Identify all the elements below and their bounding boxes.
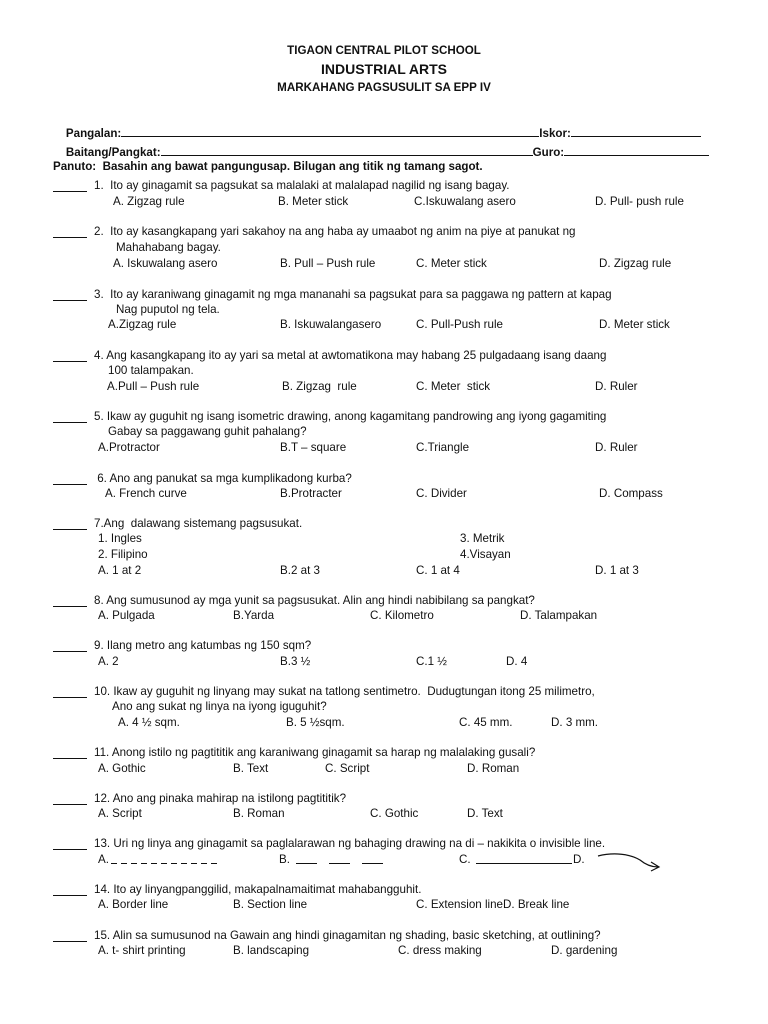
question-7: 7.Ang dalawang sistemang pagsusukat.	[94, 517, 303, 530]
choice-d[interactable]: D. Compass	[599, 487, 663, 500]
choice-b[interactable]: B. Pull – Push rule	[280, 257, 376, 270]
choice-d[interactable]: D. 1 at 3	[595, 564, 639, 577]
question-3: 3. Ito ay karaniwang ginagamit ng mga mananahi sa pagsukat para sa paggawa ng pattern at kapag	[94, 288, 612, 301]
answer-blank[interactable]	[53, 471, 87, 485]
choice-a[interactable]: A. Pulgada	[98, 609, 155, 622]
answer-blank[interactable]	[53, 287, 87, 301]
question-5-cont: Gabay sa paggawang guhit pahalang?	[108, 425, 307, 438]
choice-d[interactable]: D. Meter stick	[599, 318, 670, 331]
question-3-cont: Nag puputol ng tela.	[116, 303, 220, 316]
long-dash-line-sample	[296, 862, 391, 865]
choice-d[interactable]: D. Pull- push rule	[595, 195, 684, 208]
choice-d[interactable]: D. Roman	[467, 762, 520, 775]
choice-c[interactable]: C. Script	[325, 762, 370, 775]
choice-c[interactable]: C. Gothic	[370, 807, 419, 820]
name-label: Pangalan:	[65, 127, 122, 140]
choice-d[interactable]: D. Text	[467, 807, 503, 820]
choice-a[interactable]: A.	[98, 853, 109, 866]
choice-d[interactable]: D. 4	[506, 655, 528, 668]
option-item: 3. Metrik	[460, 532, 505, 545]
choice-c-d[interactable]: C. Extension lineD. Break line	[416, 898, 570, 911]
question-9: 9. Ilang metro ang katumbas ng 150 sqm?	[94, 639, 312, 652]
choice-a[interactable]: A. Zigzag rule	[113, 195, 185, 208]
choice-a[interactable]: A.Pull – Push rule	[107, 380, 200, 393]
choice-d[interactable]: D. Zigzag rule	[599, 257, 672, 270]
question-10: 10. Ikaw ay guguhit ng linyang may sukat na tatlong sentimetro. Dudugtungan itong 25 milimetro,	[94, 685, 595, 698]
teacher-blank[interactable]	[564, 144, 709, 156]
choice-d[interactable]: D. 3 mm.	[551, 716, 599, 729]
exam-title: MARKAHANG PAGSUSULIT SA EPP IV	[277, 81, 491, 94]
choice-c[interactable]: C. 1 at 4	[416, 564, 460, 577]
choice-c[interactable]: C. dress making	[398, 944, 482, 957]
choice-d[interactable]: D. Talampakan	[520, 609, 598, 622]
break-line-arrow-icon	[596, 850, 664, 874]
choice-b[interactable]: B.2 at 3	[280, 564, 320, 577]
question-12: 12. Ano ang pinaka mahirap na istilong pagtititik?	[94, 792, 347, 805]
choice-a[interactable]: A. Script	[98, 807, 142, 820]
answer-blank[interactable]	[53, 684, 87, 698]
choice-c[interactable]: C.Iskuwalang asero	[414, 195, 516, 208]
question-13: 13. Uri ng linya ang ginagamit sa paglalarawan ng bahaging drawing na di – nakikita o invisible line.	[94, 837, 606, 850]
choice-b[interactable]: B. landscaping	[233, 944, 310, 957]
choice-a[interactable]: A.Protractor	[98, 441, 160, 454]
choice-b[interactable]: B.T – square	[280, 441, 347, 454]
answer-blank[interactable]	[53, 882, 87, 896]
choice-c[interactable]: C. 45 mm.	[459, 716, 513, 729]
choice-b[interactable]: B. Zigzag rule	[282, 380, 357, 393]
dashed-line-sample	[111, 862, 219, 865]
choice-a[interactable]: A. t- shirt printing	[98, 944, 186, 957]
choice-a[interactable]: A. Iskuwalang asero	[113, 257, 218, 270]
choice-a[interactable]: A. 1 at 2	[98, 564, 142, 577]
question-4: 4. Ang kasangkapang ito ay yari sa metal at awtomatikona may habang 25 pulgadaang isang daang	[94, 349, 607, 362]
choice-d[interactable]: D.	[573, 853, 585, 866]
answer-blank[interactable]	[53, 745, 87, 759]
choice-b[interactable]: B. 5 ½sqm.	[286, 716, 345, 729]
answer-blank[interactable]	[53, 348, 87, 362]
choice-a[interactable]: A.Zigzag rule	[108, 318, 177, 331]
question-5: 5. Ikaw ay guguhit ng isang isometric drawing, anong kagamitang pandrowing ang iyong gagamiting	[94, 410, 607, 423]
choice-b[interactable]: B. Roman	[233, 807, 285, 820]
choice-c[interactable]: C.1 ½	[416, 655, 447, 668]
question-4-cont: 100 talampakan.	[108, 364, 194, 377]
choice-c[interactable]: C. Divider	[416, 487, 467, 500]
question-1: 1. Ito ay ginagamit sa pagsukat sa malalaki at malalapad nagilid ng isang bagay.	[94, 179, 510, 192]
choice-c[interactable]: C.Triangle	[416, 441, 470, 454]
choice-c[interactable]: C. Pull-Push rule	[416, 318, 503, 331]
choice-b[interactable]: B. Meter stick	[278, 195, 349, 208]
choice-b[interactable]: B.Protracter	[280, 487, 342, 500]
choice-d[interactable]: D. Ruler	[595, 441, 638, 454]
answer-blank[interactable]	[53, 516, 87, 530]
question-11: 11. Anong istilo ng pagtititik ang karaniwang ginagamit sa harap ng malalaking gusali?	[94, 746, 536, 759]
answer-blank[interactable]	[53, 836, 87, 850]
grade-label: Baitang/Pangkat:	[65, 146, 161, 159]
instructions: Panuto: Basahin ang bawat pangungusap. Bilugan ang titik ng tamang sagot.	[53, 160, 483, 173]
choice-a[interactable]: A. 4 ½ sqm.	[118, 716, 180, 729]
choice-a[interactable]: A. Border line	[98, 898, 169, 911]
question-2-cont: Mahahabang bagay.	[116, 241, 221, 254]
choice-b[interactable]: B.Yarda	[233, 609, 275, 622]
answer-blank[interactable]	[53, 593, 87, 607]
choice-a[interactable]: A. Gothic	[98, 762, 146, 775]
grade-blank[interactable]	[161, 144, 533, 156]
score-label: Iskor:	[539, 127, 571, 140]
option-item: 2. Filipino	[98, 548, 148, 561]
choice-d[interactable]: D. gardening	[551, 944, 618, 957]
answer-blank[interactable]	[53, 928, 87, 942]
question-2: 2. Ito ay kasangkapang yari sakahoy na ang haba ay umaabot ng anim na piye at panukat ng	[94, 225, 576, 238]
choice-c[interactable]: C. Kilometro	[370, 609, 434, 622]
choice-c[interactable]: C. Meter stick	[416, 257, 487, 270]
school-name: TIGAON CENTRAL PILOT SCHOOL	[287, 44, 481, 57]
answer-blank[interactable]	[53, 791, 87, 805]
option-item: 4.Visayan	[460, 548, 511, 561]
answer-blank[interactable]	[53, 409, 87, 423]
subject-title: INDUSTRIAL ARTS	[321, 61, 447, 77]
answer-blank[interactable]	[53, 638, 87, 652]
choice-d[interactable]: D. Ruler	[595, 380, 638, 393]
question-14: 14. Ito ay linyangpanggilid, makapalnamaitimat mahabangguhit.	[94, 883, 422, 896]
choice-c[interactable]: C. Meter stick	[416, 380, 491, 393]
choice-b[interactable]: B. Iskuwalangasero	[280, 318, 382, 331]
option-item: 1. Ingles	[98, 532, 142, 545]
choice-b[interactable]: B. Text	[233, 762, 269, 775]
choice-b[interactable]: B.	[279, 853, 290, 866]
answer-blank[interactable]	[53, 178, 87, 192]
question-8: 8. Ang sumusunod ay mga yunit sa pagsusukat. Alin ang hindi nabibilang sa pangkat?	[94, 594, 535, 607]
choice-a[interactable]: A. French curve	[105, 487, 187, 500]
choice-b[interactable]: B. Section line	[233, 898, 308, 911]
teacher-label: Guro:	[532, 146, 565, 159]
answer-blank[interactable]	[53, 224, 87, 238]
question-6: 6. Ano ang panukat sa mga kumplikadong kurba?	[94, 472, 352, 485]
choice-b[interactable]: B.3 ½	[280, 655, 311, 668]
solid-line-sample	[476, 862, 572, 865]
question-10-cont: Ano ang sukat ng linya na iyong iguguhit?	[112, 700, 327, 713]
question-15: 15. Alin sa sumusunod na Gawain ang hindi ginagamitan ng shading, basic sketching, at outlining?	[94, 929, 601, 942]
choice-a[interactable]: A. 2	[98, 655, 119, 668]
choice-c[interactable]: C.	[459, 853, 471, 866]
